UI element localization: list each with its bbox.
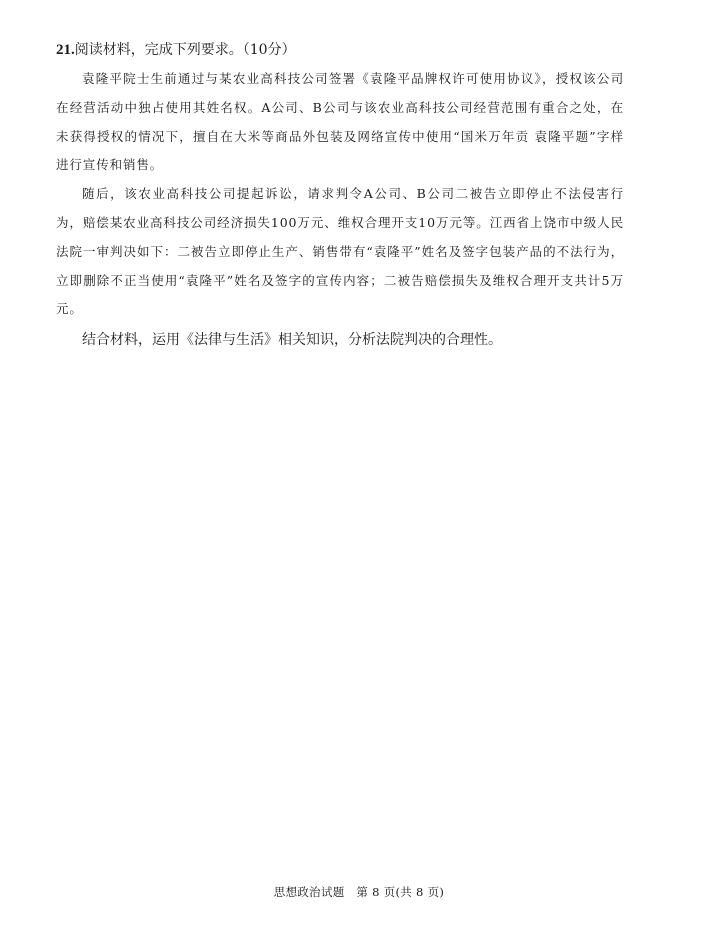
question-number: 21.	[56, 42, 75, 58]
page-footer: 思想政治试题 第 8 页(共 8 页)	[273, 885, 445, 899]
question-21	[56, 38, 624, 355]
material-paragraph-1: 袁隆平院士生前通过与某农业高科技公司签署《袁隆平品牌权许可使用协议》，授权该公司在经营活动中独占使用其姓名权。A公司、B公司与该农业高科技公司经营范围有重合之处，在未获得授权的情况下，擅自在大米等商品外包装及网络宣传中使用“国米万年贡 袁隆平题”字样进行宣传和销售。	[56, 71, 624, 173]
question-prompt: 阅读材料，完成下列要求。（10分）	[74, 42, 296, 58]
question-task: 结合材料，运用《法律与生活》相关知识，分析法院判决的合理性。	[82, 332, 502, 349]
question-header	[56, 38, 624, 62]
material-paragraph-2: 随后，该农业高科技公司提起诉讼，请求判令A公司、B公司二被告立即停止不法侵害行为，赔偿某农业高科技公司经济损失100万元、维权合理开支10万元等。江西省上饶市中级人民法院一审判决如下：二被告立即停止生产、销售带有“袁隆平”姓名及签字包装产品的不法行为，立即删除不正当使用“袁隆平”姓名及签字的宣传内容；二被告赔偿损失及维权合理开支共计5万元。	[56, 186, 624, 317]
